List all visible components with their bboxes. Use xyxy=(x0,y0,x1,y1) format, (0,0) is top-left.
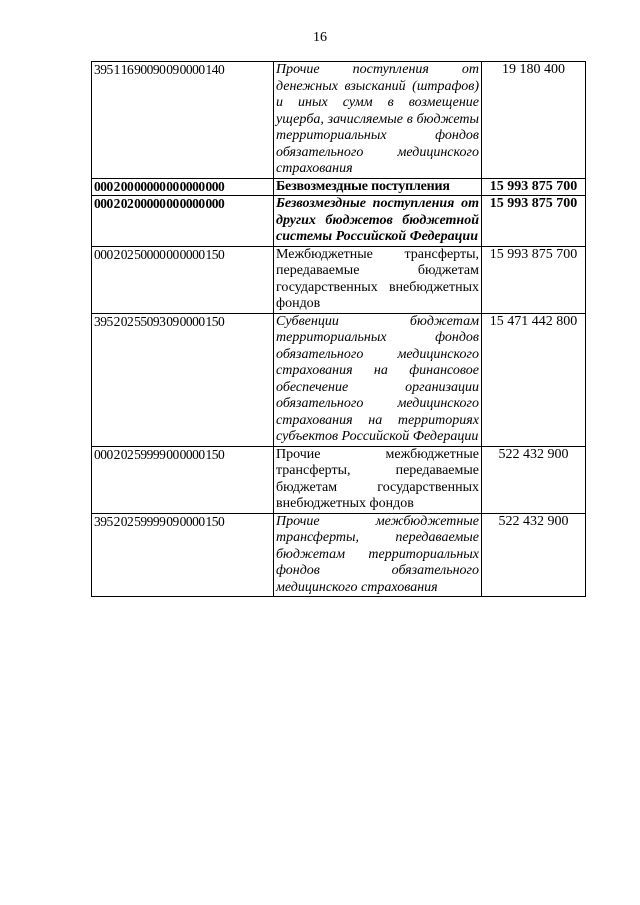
revenue-amount: 19 180 400 xyxy=(482,62,586,179)
revenue-name: Прочие поступления от денежных взысканий (штрафов) и иных сумм в возмещение ущерба, зачисляемые в бюджеты территориальных фондов обязательного медицинского страхования xyxy=(274,62,482,179)
budget-code: 395 2 02 55093 09 0000 150 xyxy=(92,313,274,446)
revenue-name: Субвенции бюджетам территориальных фондов обязательного медицинского страхования на финансовое обеспечение организации обязательного медицинского страхования на территориях субъектов Российской Федерации xyxy=(274,313,482,446)
revenue-name: Прочие межбюджетные трансферты, передаваемые бюджетам государственных внебюджетных фондов xyxy=(274,446,482,513)
revenue-amount: 15 993 875 700 xyxy=(482,178,586,196)
table-row xyxy=(92,246,586,313)
revenue-name: Безвозмездные поступления xyxy=(274,178,482,196)
page-number: 16 xyxy=(313,30,327,45)
budget-code: 000 2 00 00000 00 0000 000 xyxy=(92,178,274,196)
table-row xyxy=(92,313,586,446)
revenue-name: Прочие межбюджетные трансферты, передаваемые бюджетам территориальных фондов обязательного медицинского страхования xyxy=(274,513,482,597)
revenue-table xyxy=(91,61,586,597)
table-row xyxy=(92,178,586,196)
revenue-name: Межбюджетные трансферты, передаваемые бюджетам государственных внебюджетных фондов xyxy=(274,246,482,313)
budget-code: 395 2 02 59999 09 0000 150 xyxy=(92,513,274,597)
revenue-amount: 15 993 875 700 xyxy=(482,246,586,313)
table-row xyxy=(92,62,586,179)
budget-code: 000 2 02 50000 00 0000 150 xyxy=(92,246,274,313)
revenue-amount: 15 471 442 800 xyxy=(482,313,586,446)
budget-code: 395 1 16 90090 09 0000 140 xyxy=(92,62,274,179)
revenue-name: Безвозмездные поступления от других бюджетов бюджетной системы Российской Федерации xyxy=(274,196,482,247)
budget-code: 000 2 02 00000 00 0000 000 xyxy=(92,196,274,247)
revenue-amount: 15 993 875 700 xyxy=(482,196,586,247)
revenue-amount: 522 432 900 xyxy=(482,513,586,597)
budget-code: 000 2 02 59999 00 0000 150 xyxy=(92,446,274,513)
table-row xyxy=(92,196,586,247)
table-row xyxy=(92,513,586,597)
revenue-amount: 522 432 900 xyxy=(482,446,586,513)
table-row xyxy=(92,446,586,513)
